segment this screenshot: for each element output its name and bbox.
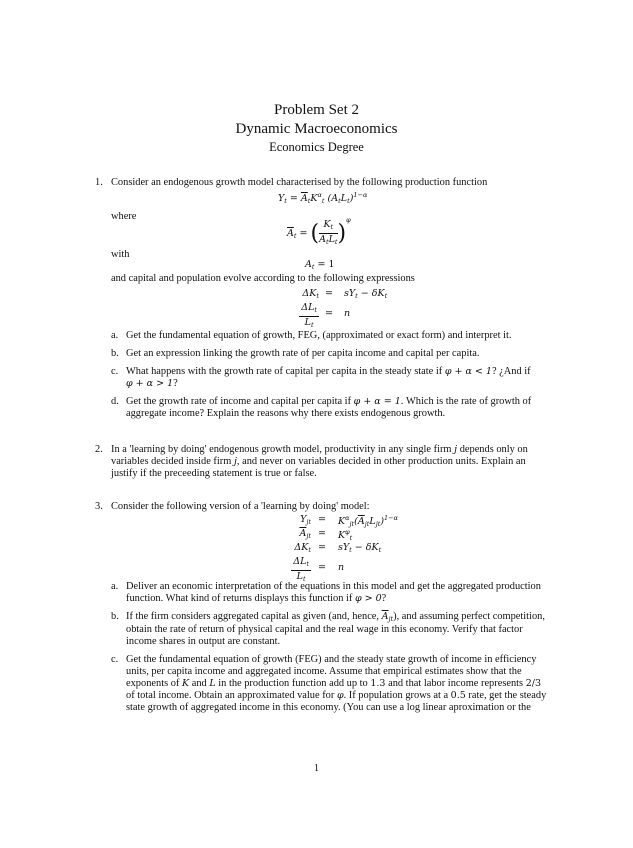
- q2-text-1a: In a 'learning by doing' endogenous growth model, productivity in any single firm: [111, 444, 452, 455]
- q3-b-line2: obtain the rate of return of physical capital and the real wage in this economy. Verify that factor: [126, 624, 523, 635]
- q2-line2: variables decided inside firm j, and never on variables decided in other production units. Explain an: [111, 456, 526, 467]
- q1-a-label: a.: [111, 330, 119, 341]
- q3-c-value-05: 0.5: [450, 690, 466, 701]
- q1-c-line1: What happens with the growth rate of capital per capita in the steady state if φ + α < 1? ¿And if: [126, 366, 531, 377]
- degree-title: Economics Degree: [269, 140, 364, 154]
- evolve-text: and capital and population evolve according to the following expressions: [111, 273, 415, 284]
- q3-a-text-3: ?: [381, 593, 387, 604]
- q3-b-line3: income shares in output are constant.: [126, 636, 281, 647]
- q1-c-line2: φ + α > 1?: [126, 378, 178, 389]
- learning-by-doing-equations: $Y_{jt}$ = $K^\alpha_{jt}(\overline{A}_{jt}L_{jt})^{1-\alpha}$ $\overline{A}_{jt}$ = $K^\varphi_t$ $\Delta K_t$ = $sY_t - \delta K_t$ $\frac{\Delta L_t}{L_t}$ = n: [293, 514, 399, 583]
- q1-c-text-1: What happens with the growth rate of capital per capita in the steady state if: [126, 366, 443, 377]
- q3-c-line1: Get the fundamental equation of growth (FEG) and the steady state growth of income in efficiency: [126, 654, 537, 665]
- q3-a-line1: Deliver an economic interpretation of the equations in this model and get the aggregated production: [126, 581, 541, 592]
- q2-text-2b: , and never on variables decided in other production units. Explain an: [236, 456, 526, 467]
- q3-b-line1: If the firm considers aggregated capital as given (and, hence, $\overline{A}_{jt}$), and assuming perfect competition,: [126, 611, 545, 623]
- where-label: where: [111, 211, 137, 222]
- q3-c-line2: units, per capita income and aggregated income. Assume that empirical estimates show that the: [126, 666, 522, 677]
- q3-a-line2: function. What kind of returns displays this function if φ > 0?: [126, 593, 387, 604]
- question-3-number: 3.: [95, 501, 103, 512]
- q1-d-label: d.: [111, 396, 119, 407]
- question-1-intro: Consider an endogenous growth model characterised by the following production function: [111, 177, 488, 188]
- q3-b-text-2: ), and assuming perfect competition,: [393, 611, 545, 622]
- q3-c-text-3c: in the production function add up to: [218, 678, 368, 689]
- productivity-equation: $\overline{A}_t$ = ( $\frac{K_t}{A_tL_t}$ )$^\varphi$: [287, 216, 351, 246]
- q1-a-text: Get the fundamental equation of growth, FEG, (approximated or exact form) and interpret it.: [126, 330, 512, 341]
- question-2-number: 2.: [95, 444, 103, 455]
- q3-c-text-4c: rate, get the steady: [468, 690, 547, 701]
- q1-c-text-2: ? ¿And if: [491, 366, 531, 377]
- q3-c-text-4a: of total income. Obtain an approximated value for: [126, 690, 335, 701]
- q2-line1: In a 'learning by doing' endogenous growth model, productivity in any single firm j depends only on: [111, 444, 528, 455]
- problem-set-title: Problem Set 2: [274, 102, 359, 118]
- q3-c-text-3b: and: [191, 678, 207, 689]
- q3-c-text-3a: exponents of: [126, 678, 180, 689]
- efficiency-equation: $A_t = 1$: [305, 259, 335, 271]
- q3-c-text-3d: and that labor income represents: [388, 678, 524, 689]
- q1-c-label: c.: [111, 366, 119, 377]
- q2-text-1b: depends only on: [459, 444, 528, 455]
- q3-c-line4: of total income. Obtain an approximated value for φ. If population grows at a 0.5 rate, get the steady: [126, 690, 547, 701]
- q3-c-label: c.: [111, 654, 119, 665]
- law-of-motion-equations: $\Delta K_t$ = $sY_t - \delta K_t$ $\frac{\Delta L_t}{L_t}$ = n: [301, 288, 388, 329]
- q1-b-label: b.: [111, 348, 119, 359]
- q3-a-label: a.: [111, 581, 119, 592]
- q2-line3: justify if the preceeding statement is true or false.: [111, 468, 317, 479]
- question-3-intro: Consider the following version of a 'learning by doing' model:: [111, 501, 370, 512]
- q3-c-text-4b: . If population grows at a: [343, 690, 449, 701]
- q3-b-label: b.: [111, 611, 119, 622]
- question-1-number: 1.: [95, 177, 103, 188]
- q1-b-text: Get an expression linking the growth rate of per capita income and capital per capita.: [126, 348, 480, 359]
- q1-d-line2: aggregate income? Explain the reasons why there exists endogenous growth.: [126, 408, 446, 419]
- production-function-equation: $Y_t = \overline{A}_tK^\alpha_t$ $(A_tL_t)^{1-\alpha}$: [278, 191, 368, 205]
- q3-c-line5: state growth of aggregated income in this economy. (You can use a log linear aproximation or the: [126, 702, 531, 713]
- with-label: with: [111, 249, 130, 260]
- q3-a-text-2: function. What kind of returns displays this function if: [126, 593, 353, 604]
- q1-c-text-3: ?: [173, 378, 178, 389]
- q1-d-text-2: . Which is the rate of growth of: [400, 396, 532, 407]
- course-title: Dynamic Macroeconomics: [235, 121, 398, 137]
- q3-c-value-13: 1.3: [370, 678, 386, 689]
- q1-d-line1: Get the growth rate of income and capital per capita if φ + α = 1. Which is the rate of growth of: [126, 396, 532, 407]
- q3-b-text-1: If the firm considers aggregated capital as given (and, hence,: [126, 611, 380, 622]
- q3-c-value-23: 2/3: [525, 678, 542, 689]
- page-number: 1: [313, 763, 320, 774]
- q3-c-line3: exponents of K and L in the production function add up to 1.3 and that labor income represents 2/3: [126, 678, 542, 689]
- q2-text-2a: variables decided inside firm: [111, 456, 232, 467]
- q1-d-text-1: Get the growth rate of income and capital per capita if: [126, 396, 352, 407]
